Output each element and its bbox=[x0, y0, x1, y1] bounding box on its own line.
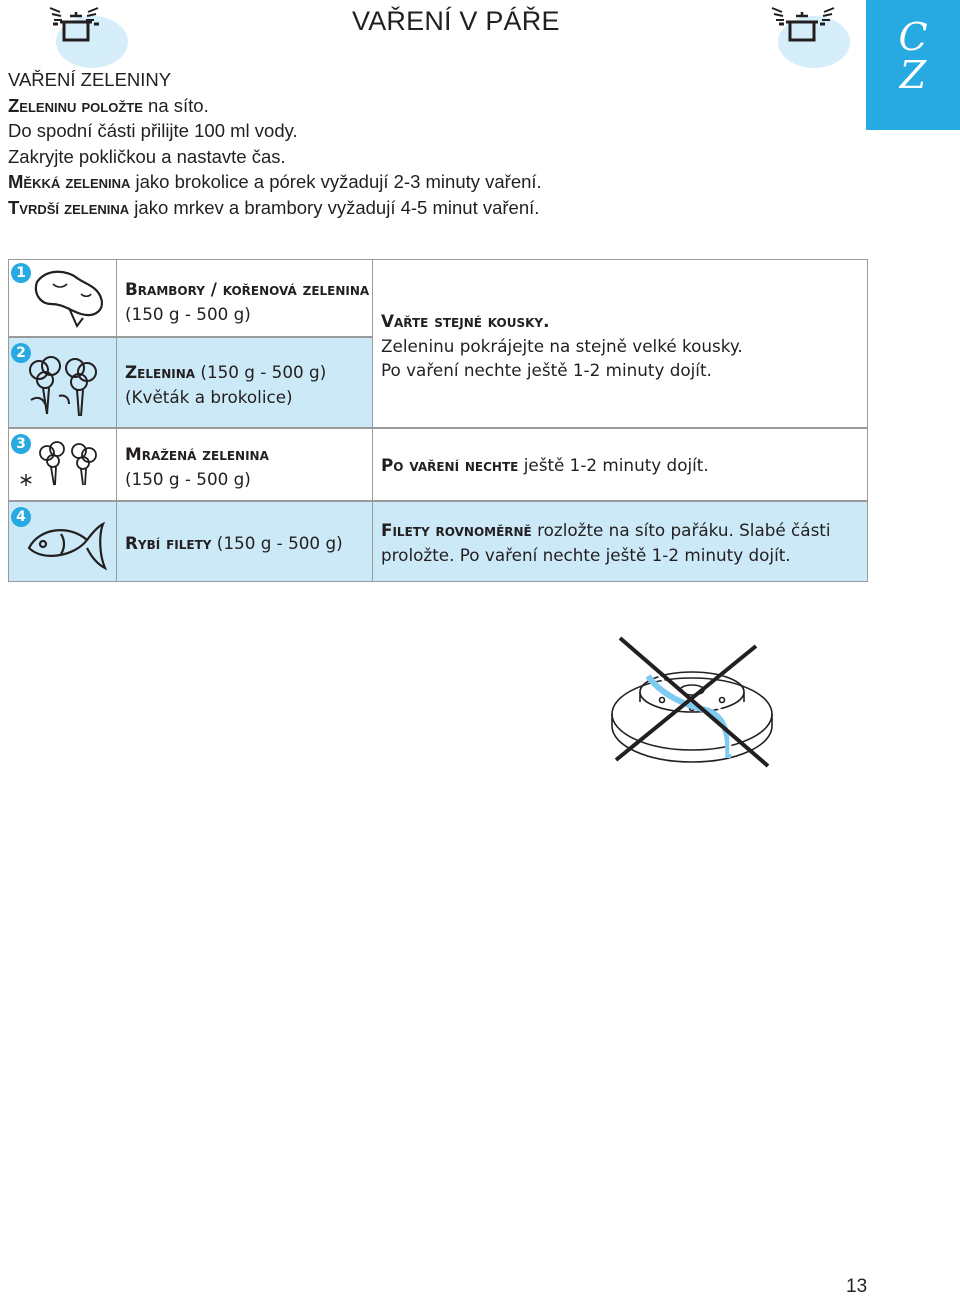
food-name: Brambory / kořenová zelenina bbox=[125, 279, 370, 299]
row-number-badge: 4 bbox=[11, 507, 31, 527]
table-name-cell bbox=[116, 337, 373, 428]
tip-line: Zeleninu pokrájejte na stejně velké kousky. bbox=[381, 335, 743, 356]
row-number-badge: 3 bbox=[11, 434, 31, 454]
potato-icon bbox=[29, 264, 109, 332]
table-name-cell bbox=[116, 259, 373, 337]
page-number: 13 bbox=[846, 1276, 868, 1297]
intro-section bbox=[8, 67, 542, 221]
intro-heading: VAŘENÍ ZELENINY bbox=[8, 69, 172, 90]
table-name-cell bbox=[116, 428, 373, 501]
broccoli-icon bbox=[33, 439, 107, 489]
intro-line: Zeleninu položte na síto. bbox=[8, 94, 209, 116]
steaming-guide-table bbox=[8, 259, 868, 582]
tip-heading: Vařte stejné kousky. bbox=[381, 311, 550, 331]
fish-icon bbox=[25, 516, 111, 572]
snowflake-icon bbox=[19, 473, 33, 487]
steaming-pot-icon bbox=[762, 0, 872, 80]
tip-line: Filety rovnoměrně rozložte na síto pařáku. Slabé části bbox=[381, 520, 831, 540]
table-icon-cell bbox=[8, 428, 117, 501]
intro-line: Zakryjte pokličkou a nastavte čas. bbox=[8, 145, 286, 167]
table-name-cell bbox=[116, 501, 373, 582]
row-number-badge: 1 bbox=[11, 263, 31, 283]
language-tab bbox=[866, 0, 960, 130]
food-weight: (150 g - 500 g) bbox=[125, 303, 251, 324]
food-name: Zelenina (150 g - 500 g) bbox=[125, 362, 327, 382]
intro-line: Tvrdší zelenina jako mrkev a brambory vyžadují 4-5 minut vaření. bbox=[8, 196, 540, 218]
table-icon-cell bbox=[8, 337, 117, 428]
table-icon-cell bbox=[8, 501, 117, 582]
food-name: Mražená zelenina bbox=[125, 444, 269, 464]
table-tip-cell bbox=[372, 428, 868, 501]
intro-line: Do spodní části přilijte 100 ml vody. bbox=[8, 120, 298, 142]
table-tip-cell bbox=[372, 259, 868, 428]
broccoli-icon bbox=[23, 352, 107, 422]
tip-line: Po vaření nechte ještě 1-2 minuty dojít. bbox=[381, 360, 712, 380]
page-title: VAŘENÍ V PÁŘE bbox=[352, 6, 560, 36]
crossed-out-lid-icon bbox=[606, 632, 778, 772]
tip-line: proložte. Po vaření nechte ještě 1-2 minuty dojít. bbox=[381, 544, 791, 565]
language-code-line2: Z bbox=[899, 53, 927, 97]
food-weight: (150 g - 500 g) bbox=[125, 468, 251, 489]
tip-line: Po vaření nechte ještě 1-2 minuty dojít. bbox=[381, 455, 709, 475]
table-icon-cell bbox=[8, 259, 117, 337]
food-name: Rybí filety (150 g - 500 g) bbox=[125, 533, 343, 553]
row-number-badge: 2 bbox=[11, 343, 31, 363]
food-note: (Květák a brokolice) bbox=[125, 386, 293, 407]
intro-line: Měkká zelenina jako brokolice a pórek vyžadují 2-3 minuty vaření. bbox=[8, 171, 542, 193]
table-tip-cell bbox=[372, 501, 868, 582]
language-code-line1: C bbox=[898, 15, 928, 59]
